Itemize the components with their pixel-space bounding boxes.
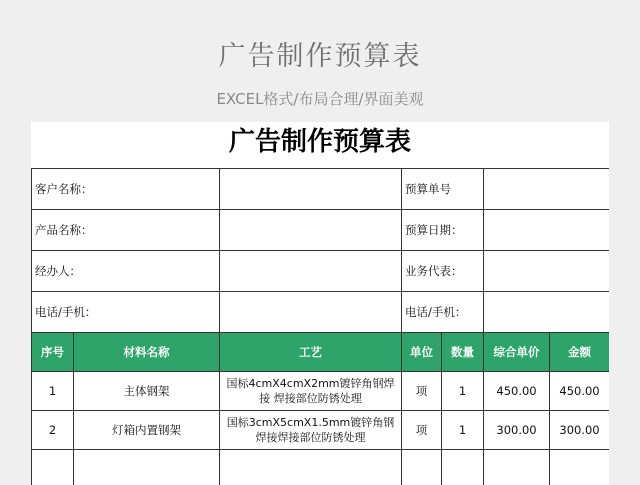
col-header-material: 材料名称 — [74, 333, 220, 372]
phone-label-right: 电话/手机： — [402, 292, 484, 333]
customer-name-label: 客户名称： — [32, 169, 220, 210]
banner-title: 广告制作预算表 — [218, 41, 422, 72]
col-header-unit: 单位 — [402, 333, 442, 372]
col-header-process: 工艺 — [220, 333, 402, 372]
cell-amount[interactable]: 450.00 — [550, 372, 610, 411]
info-row-phone — [32, 292, 610, 333]
table-row — [32, 372, 610, 411]
budget-number-label: 预算单号 — [402, 169, 484, 210]
info-row-product — [32, 210, 610, 251]
budget-date-label: 预算日期： — [402, 210, 484, 251]
cell-no[interactable]: 1 — [32, 372, 74, 411]
product-name-label: 产品名称： — [32, 210, 220, 251]
budget-date-field[interactable] — [484, 210, 610, 251]
phone-field-left[interactable] — [220, 292, 402, 333]
customer-name-field[interactable] — [220, 169, 402, 210]
cell-amount[interactable]: 300.00 — [550, 411, 610, 450]
cell-process[interactable]: 国标4cmX4cmX2mm镀锌角钢焊接 焊接部位防锈处理 — [220, 372, 402, 411]
phone-field-right[interactable] — [484, 292, 610, 333]
sales-rep-label: 业务代表： — [402, 251, 484, 292]
col-header-amount: 金额 — [550, 333, 610, 372]
cell-unit-price[interactable]: 450.00 — [484, 372, 550, 411]
cell-qty[interactable]: 1 — [442, 372, 484, 411]
table-row-partial — [32, 450, 610, 485]
budget-sheet — [31, 122, 609, 485]
cell-unit[interactable]: 项 — [402, 411, 442, 450]
cell-unit[interactable]: 项 — [402, 372, 442, 411]
sheet-title: 广告制作预算表 — [228, 127, 411, 157]
cell-qty[interactable]: 1 — [442, 411, 484, 450]
banner-subtitle: EXCEL格式/布局合理/界面美观 — [216, 90, 424, 108]
cell-material[interactable]: 灯箱内置钢架 — [74, 411, 220, 450]
info-row-customer — [32, 169, 610, 210]
budget-table — [31, 168, 609, 485]
table-header-row — [32, 333, 610, 372]
handler-field[interactable] — [220, 251, 402, 292]
col-header-unit-price: 综合单价 — [484, 333, 550, 372]
sales-rep-field[interactable] — [484, 251, 610, 292]
cell-material[interactable]: 主体钢架 — [74, 372, 220, 411]
info-row-handler — [32, 251, 610, 292]
handler-label: 经办人： — [32, 251, 220, 292]
col-header-qty: 数量 — [442, 333, 484, 372]
table-row — [32, 411, 610, 450]
budget-number-field[interactable] — [484, 169, 610, 210]
cell-process[interactable]: 国标3cmX5cmX1.5mm镀锌角钢焊接焊接部位防锈处理 — [220, 411, 402, 450]
product-name-field[interactable] — [220, 210, 402, 251]
phone-label-left: 电话/手机： — [32, 292, 220, 333]
cell-no[interactable]: 2 — [32, 411, 74, 450]
col-header-no: 序号 — [32, 333, 74, 372]
cell-unit-price[interactable]: 300.00 — [484, 411, 550, 450]
